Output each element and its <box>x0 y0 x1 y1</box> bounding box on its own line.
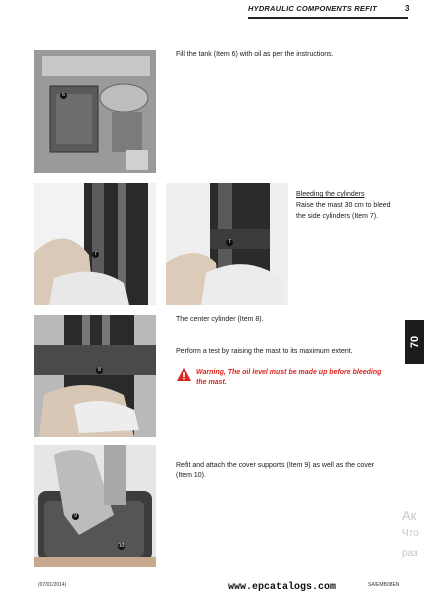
photo-center-cylinder <box>34 315 156 437</box>
callout-10: 10 <box>118 543 125 549</box>
header-title: HYDRAULIC COMPONENTS REFIT <box>248 4 377 13</box>
bleeding-line-2: the side cylinders (Item 7). <box>296 213 379 220</box>
header-rule <box>248 17 408 19</box>
ghost-text-3: раз <box>402 548 418 559</box>
section-tab-label: 70 <box>408 335 421 349</box>
ghost-text-2: Что <box>402 528 419 539</box>
test-text: Perform a test by raising the mast to its maximum extent. <box>176 348 353 355</box>
callout-6: 6 <box>60 92 67 99</box>
center-cylinder-illustration <box>34 315 156 437</box>
callout-7-left: 7 <box>92 251 99 258</box>
photo-side-cylinder-left <box>34 183 156 305</box>
warning-icon <box>177 368 191 381</box>
photo-tank <box>34 50 156 173</box>
photo-side-cylinder-right <box>166 183 288 305</box>
refit-line-1: Refit and attach the cover supports (Item 9) as well as the cover <box>176 462 375 469</box>
page-number: 3 <box>405 4 410 13</box>
watermark-link[interactable]: www.epcatalogs.com <box>228 582 337 593</box>
fill-tank-text: Fill the tank (Item 6) with oil as per the instructions. <box>176 51 334 58</box>
section-tab <box>405 320 424 364</box>
footer-date: (07/01/2014) <box>38 582 67 588</box>
bleeding-heading: Bleeding the cylinders <box>296 191 365 198</box>
ghost-text-1: Ак <box>402 508 417 523</box>
bleeding-line-1: Raise the mast 30 cm to bleed <box>296 202 391 209</box>
warning-line-2: the mast. <box>196 379 227 386</box>
callout-7-right: 7 <box>226 239 233 246</box>
callout-9: 9 <box>72 513 79 520</box>
tank-illustration <box>34 50 156 173</box>
cover-illustration <box>34 445 156 567</box>
photo-cover <box>34 445 156 567</box>
warning-line-1: Warning, The oil level must be made up before bleeding <box>196 369 382 376</box>
footer-code: SA/EMB08EN <box>368 582 400 588</box>
center-cylinder-text: The center cylinder (Item 8). <box>176 316 264 323</box>
callout-8: 8 <box>96 367 103 374</box>
refit-line-2: (Item 10). <box>176 472 206 479</box>
side-cylinder-left-illustration <box>34 183 156 305</box>
